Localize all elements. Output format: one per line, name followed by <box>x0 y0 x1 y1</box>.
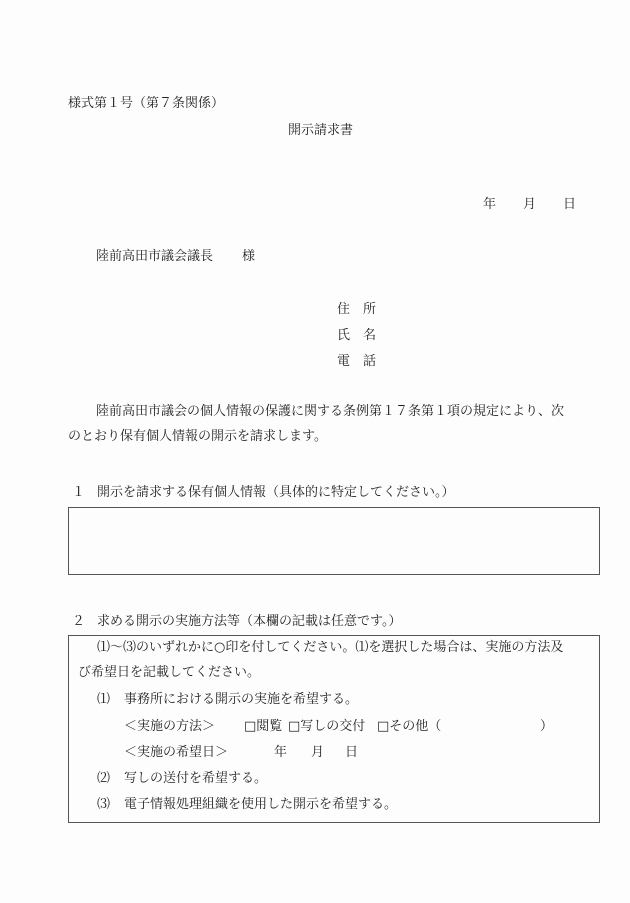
section2-instructions-line-2: び希望日を記載してください。 <box>78 665 261 680</box>
option-2-label: 写しの送付を希望する。 <box>124 771 268 786</box>
method-label: ＜実施の方法＞ <box>124 719 216 734</box>
section1-heading: 開示を請求する保有個人情報（具体的に特定してください。） <box>97 485 455 500</box>
option-3-label: 電子情報処理組織を使用した開示を希望する。 <box>124 797 398 812</box>
name-label: 氏 名 <box>337 328 377 343</box>
addressee-honorific: 様 <box>242 249 256 264</box>
form-number: 様式第１号（第７条関係） <box>68 96 225 111</box>
preferred-date-year[interactable]: 年 <box>274 745 288 760</box>
phone-label: 電 話 <box>337 354 377 369</box>
method-close-paren: ） <box>540 719 554 734</box>
option-1-label: 事務所における開示の実施を希望する。 <box>124 692 359 707</box>
section2-number: ２ <box>72 614 86 629</box>
section1-number: １ <box>72 485 86 500</box>
method-choice-view[interactable]: □閲覧 <box>244 719 283 734</box>
addressee-name: 陸前高田市議会議長 <box>96 249 214 264</box>
section2-instructions-line-1: ⑴～⑶のいずれかに○印を付してください。⑴を選択した場合は、実施の方法及 <box>97 640 564 655</box>
method-choice-other[interactable]: □その他（ <box>377 719 442 734</box>
address-label: 住 所 <box>337 302 377 317</box>
preferred-date-day[interactable]: 日 <box>345 745 359 760</box>
intro-line-1: 陸前高田市議会の個人情報の保護に関する条例第１７条第１項の規定により、次 <box>96 404 565 419</box>
preferred-date-label: ＜実施の希望日＞ <box>124 745 229 760</box>
option-3-marker[interactable]: ⑶ <box>97 797 111 812</box>
document-title: 開示請求書 <box>288 123 354 138</box>
option-2-marker[interactable]: ⑵ <box>97 771 111 786</box>
method-choice-copy[interactable]: □写しの交付 <box>288 719 366 734</box>
method-other-input[interactable] <box>446 717 540 737</box>
intro-line-2: のとおり保有個人情報の開示を請求します。 <box>68 429 327 444</box>
requested-info-field[interactable] <box>68 507 600 575</box>
date-day-label: 日 <box>563 197 577 212</box>
preferred-date-month[interactable]: 月 <box>311 745 325 760</box>
section2-heading: 求める開示の実施方法等（本欄の記載は任意です。） <box>97 614 402 629</box>
date-month-label: 月 <box>523 197 537 212</box>
option-1-marker[interactable]: ⑴ <box>97 692 111 707</box>
date-year-label: 年 <box>483 197 497 212</box>
